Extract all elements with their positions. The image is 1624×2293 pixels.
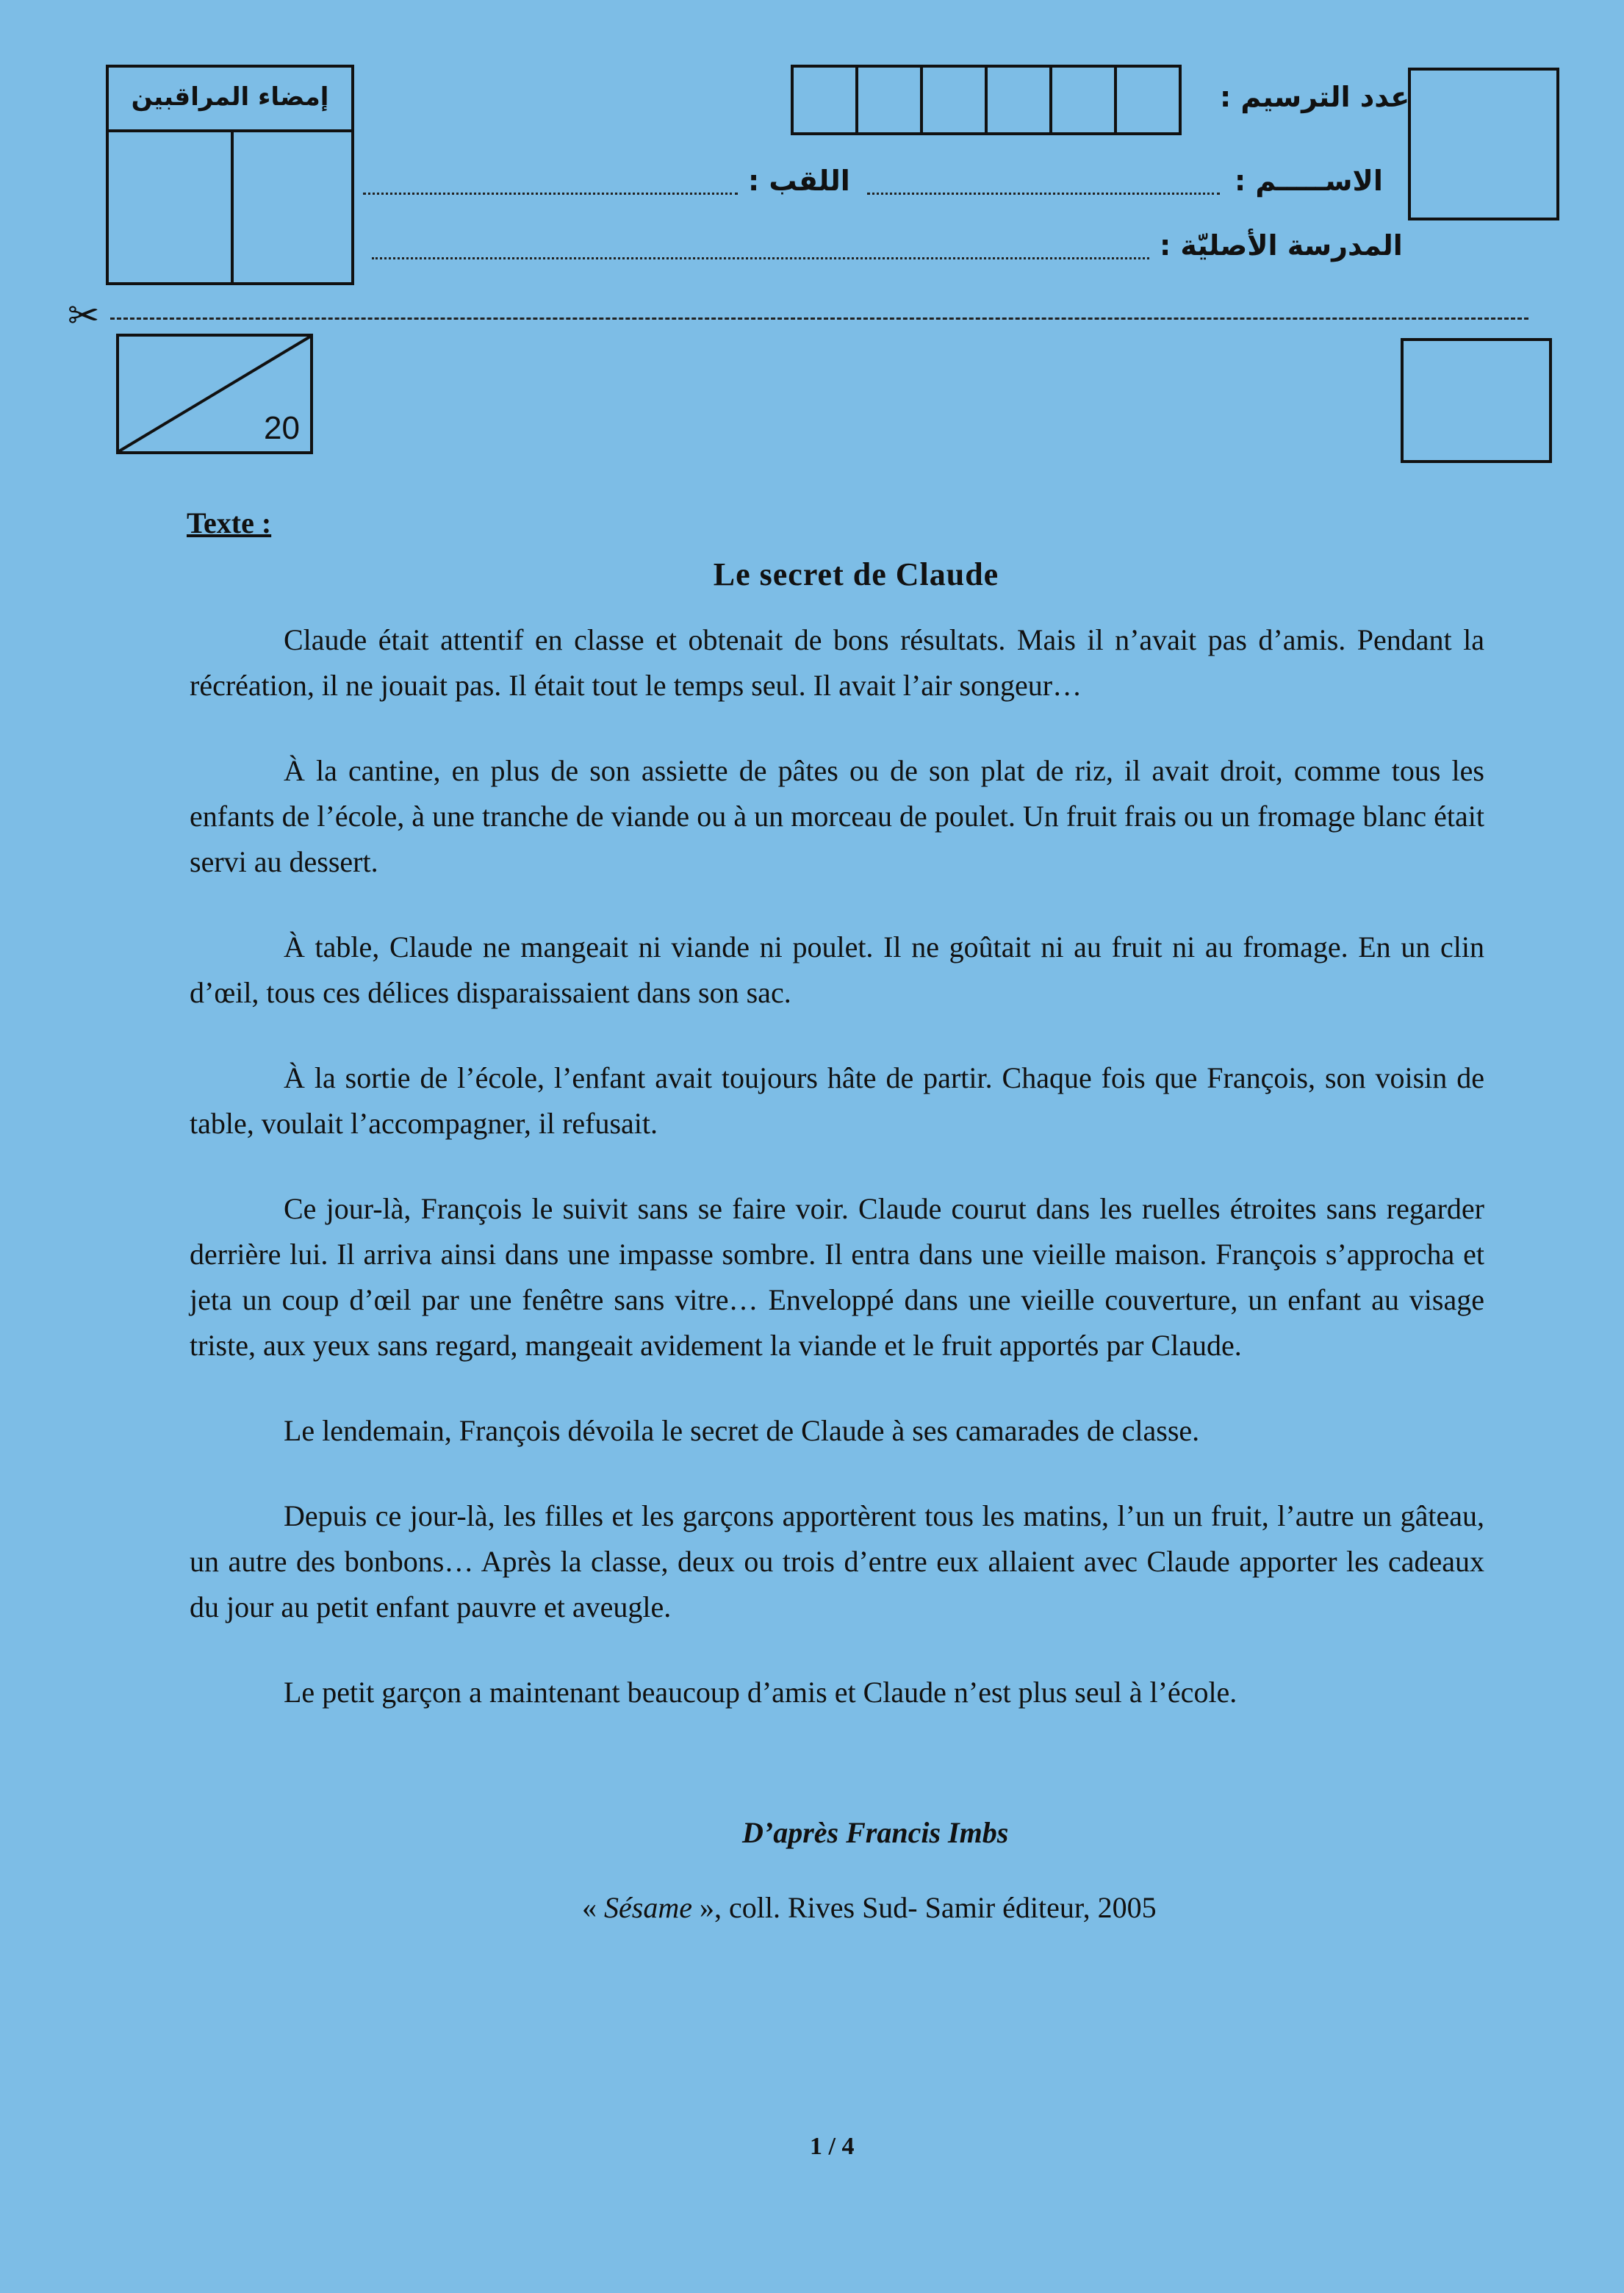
registration-digit-cell[interactable] xyxy=(791,65,858,135)
registration-number-boxes[interactable] xyxy=(791,65,1182,135)
registration-digit-cell[interactable] xyxy=(1049,65,1117,135)
code-box xyxy=(1408,68,1559,220)
surname-field[interactable] xyxy=(363,193,738,195)
paragraph: À table, Claude ne mangeait ni viande ni poulet. Il ne goûtait ni au fruit ni au fromage. En un clin d’œil, tous ces délices disparaissaient dans son sac. xyxy=(190,930,1484,1009)
registration-digit-cell[interactable] xyxy=(855,65,923,135)
source-book-prefix: « xyxy=(582,1891,604,1924)
school-label: المدرسة الأصليّة : xyxy=(1160,229,1403,262)
first-name-field[interactable] xyxy=(867,193,1220,195)
cut-line xyxy=(110,317,1528,320)
scissors-icon: ✂ xyxy=(68,294,100,338)
paragraph: Le petit garçon a maintenant beaucoup d’amis et Claude n’est plus seul à l’école. xyxy=(284,1676,1237,1709)
paragraph: À la sortie de l’école, l’enfant avait toujours hâte de partir. Chaque fois que François, son voisin de table, voulait l’accompagner, il refusait. xyxy=(190,1061,1484,1140)
registration-number-label: عدد الترسيم : xyxy=(1220,81,1410,113)
paragraph: Le lendemain, François dévoila le secret de Claude à ses camarades de classe. xyxy=(284,1414,1200,1447)
text-title: Le secret de Claude xyxy=(713,556,999,592)
score-box xyxy=(116,334,313,454)
paragraph: Ce jour-là, François le suivit sans se faire voir. Claude courut dans les ruelles étroites sans regarder derrière lui. Il arriva ainsi dans une impasse sombre. Il entra dans une vieille maison. François s’approcha et jeta un coup d’œil par une fenêtre sans vitre… Enveloppé dans une vieille couverture, un enfant au visage triste, aux yeux sans regard, mangeait avidement la viande et le fruit apportés par Claude. xyxy=(190,1192,1484,1362)
source-book-suffix: », coll. Rives Sud- Samir éditeur, 2005 xyxy=(691,1891,1157,1924)
registration-digit-cell[interactable] xyxy=(985,65,1052,135)
registration-digit-cell[interactable] xyxy=(920,65,988,135)
text-body xyxy=(190,617,1484,1755)
supervisors-signature-label: إمضاء المراقبين xyxy=(109,68,351,132)
surname-label: اللقب : xyxy=(748,165,850,197)
source-author: D’après Francis Imbs xyxy=(742,1816,1009,1849)
text-section-label: Texte : xyxy=(187,506,272,539)
paragraph: Depuis ce jour-là, les filles et les garçons apportèrent tous les matins, l’un un fruit, l’autre un gâteau, un autre des bonbons… Après la classe, deux ou trois d’entre eux allaient avec Claude apporter les cadeaux du jour au petit enfant pauvre et aveugle. xyxy=(190,1499,1484,1623)
registration-digit-cell[interactable] xyxy=(1114,65,1182,135)
supervisors-signature-box xyxy=(106,65,354,285)
first-name-label: الاســـــم : xyxy=(1235,165,1383,197)
score-max: 20 xyxy=(264,410,300,446)
page-number: 1 / 4 xyxy=(810,2133,855,2160)
signature-divider xyxy=(231,129,234,282)
source-book xyxy=(582,1890,1157,1925)
paragraph: À la cantine, en plus de son assiette de pâtes ou de son plat de riz, il avait droit, comme tous les enfants de l’école, à une tranche de viande ou à un morceau de poulet. Un fruit frais ou un fromage blanc était servi au dessert. xyxy=(190,754,1484,878)
paragraph: Claude était attentif en classe et obtenait de bons résultats. Mais il n’avait pas d’amis. Pendant la récréation, il ne jouait pas. Il était tout le temps seul. Il avait l’air songeur… xyxy=(190,623,1484,702)
school-field[interactable] xyxy=(372,257,1149,259)
code-box-lower xyxy=(1401,338,1552,463)
source-book-title: Sésame xyxy=(604,1891,692,1924)
